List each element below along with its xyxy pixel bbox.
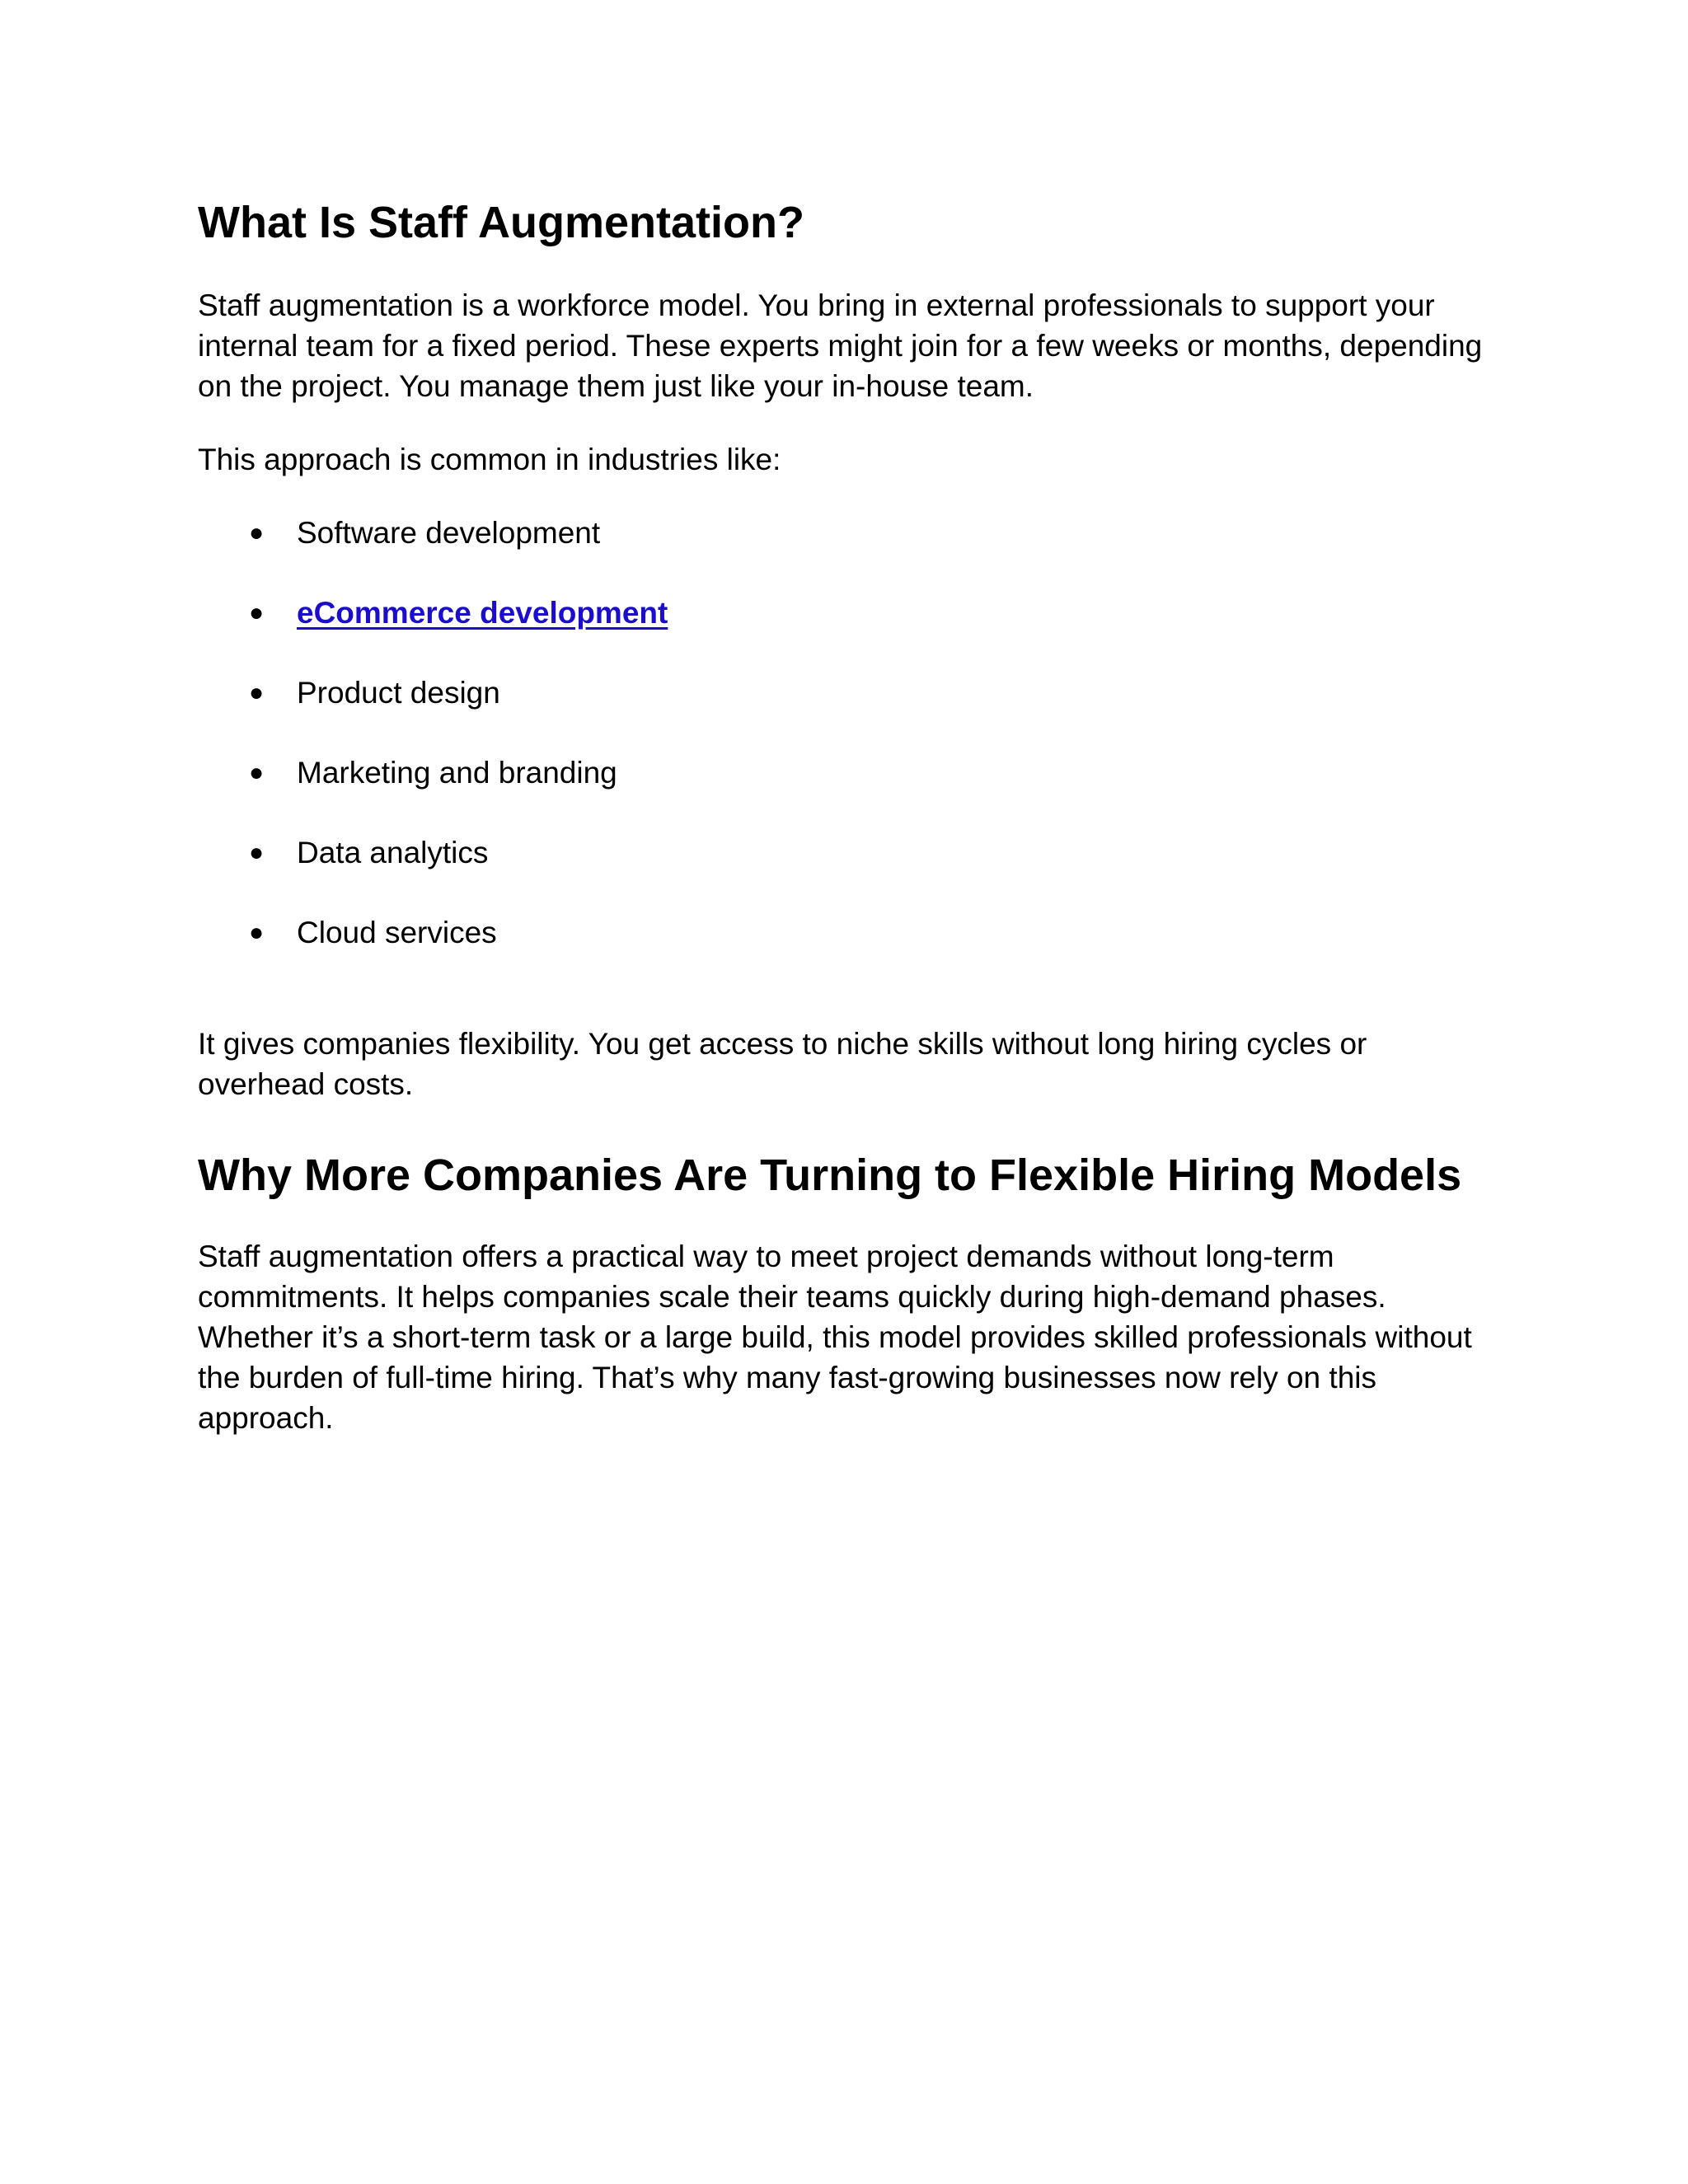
list-item-label: Product design [297, 676, 500, 710]
ecommerce-development-link[interactable]: eCommerce development [297, 596, 668, 630]
list-item-label: Marketing and branding [297, 756, 617, 790]
closing-paragraph: It gives companies flexibility. You get access to niche skills without long hiring cycles or overhead costs. [198, 1027, 1367, 1101]
bullet-icon: ● [249, 759, 265, 786]
list-item-data-analytics [198, 832, 1500, 873]
document-content [198, 193, 1500, 1438]
list-item-label: Cloud services [297, 916, 497, 949]
section-heading-staff-augmentation: What Is Staff Augmentation? [198, 198, 804, 247]
bullet-icon: ● [249, 839, 265, 866]
list-item-marketing-and-branding [198, 752, 1500, 793]
list-item-software-development [198, 513, 1500, 553]
bullet-icon: ● [249, 519, 265, 546]
bullet-icon: ● [249, 919, 265, 946]
section-heading-flexible-hiring: Why More Companies Are Turning to Flexible Hiring Models [198, 1151, 1462, 1200]
flexible-hiring-paragraph: Staff augmentation offers a practical way to meet project demands without long-term commitments. It helps companies scale their teams quickly during high-demand phases. Whether it’s a short-term task or a large build, this model provides skilled professionals without the burden of full-time hiring. That’s why many fast-growing businesses now rely on this approach. [198, 1240, 1472, 1435]
list-item-label: Data analytics [297, 836, 489, 869]
intro-paragraph: Staff augmentation is a workforce model. You bring in external professionals to support your internal team for a fixed period. These experts might join for a few weeks or months, depending on the project. You manage them just like your in-house team. [198, 288, 1483, 403]
industries-list [198, 513, 1500, 953]
bullet-icon: ● [249, 679, 265, 706]
bullet-icon: ● [249, 599, 265, 626]
list-intro-paragraph: This approach is common in industries like: [198, 443, 781, 476]
list-item-label: Software development [297, 516, 601, 550]
list-item-cloud-services [198, 912, 1500, 953]
list-item-product-design [198, 673, 1500, 713]
list-item-ecommerce-development [198, 593, 1500, 633]
